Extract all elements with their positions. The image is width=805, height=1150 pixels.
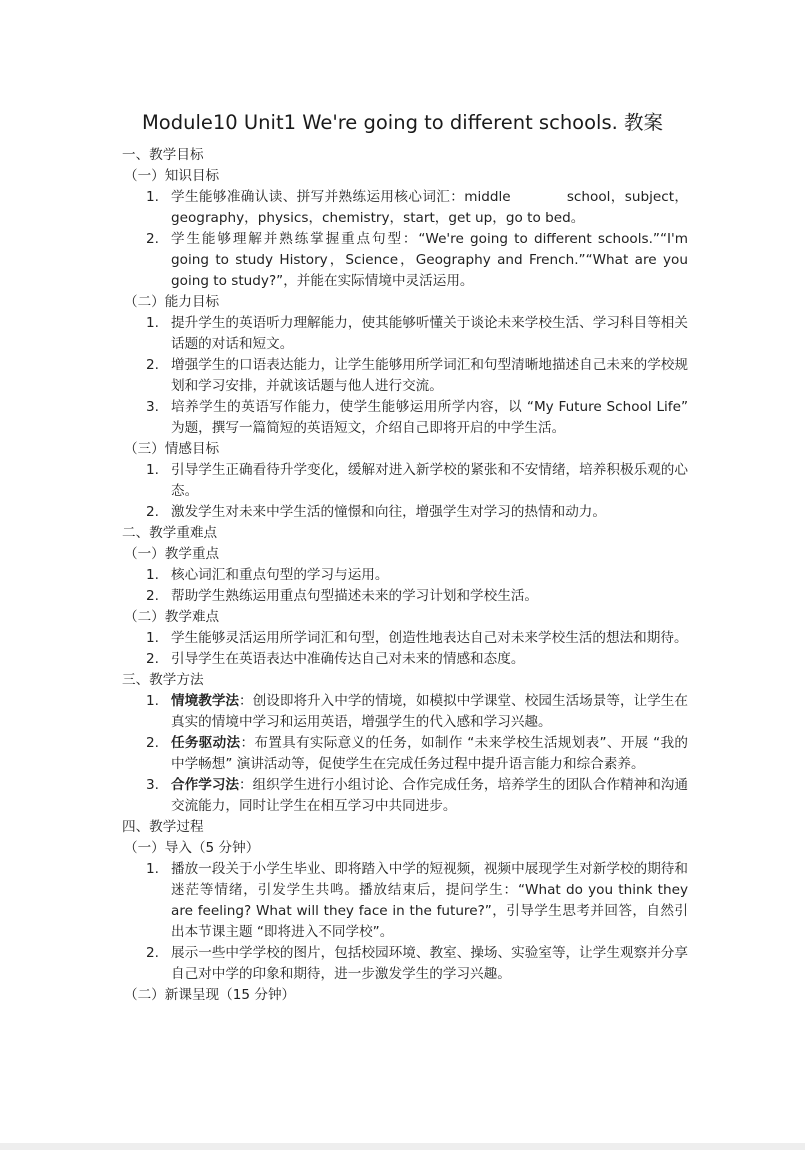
list-number: 3. (146, 399, 159, 415)
list-item-text: 学生能够理解并熟练掌握重点句型：“We're going to different schools.”“I'm going to study History，Science，Geography and French.”“What are you going to study?”，并能在实际情境中灵活运用。 (171, 231, 688, 289)
list-item-text: 展示一些中学学校的图片，包括校园环境、教室、操场、实验室等，让学生观察并分享自己对中学的印象和期待，进一步激发学生的学习兴趣。 (171, 945, 688, 982)
section-heading-key-points: 二、教学重难点 (122, 525, 218, 541)
list-number: 2. (146, 651, 159, 667)
list-item-text: 增强学生的口语表达能力，让学生能够用所学词汇和句型清晰地描述自己未来的学校规划和学习安排，并就该话题与他人进行交流。 (171, 357, 688, 394)
list-number: 2. (146, 588, 159, 604)
list-item-text: ：创设即将升入中学的情境，如模拟中学课堂、校园生活场景等，让学生在真实的情境中学习和运用英语，增强学生的代入感和学习兴趣。 (171, 693, 689, 730)
list-item (118, 649, 688, 670)
document-title: Module10 Unit1 We're going to different schools. 教案 (141, 111, 664, 134)
list-item (118, 859, 688, 943)
list-number: 1. (146, 189, 159, 205)
list-number: 2. (146, 945, 159, 961)
list-item (118, 229, 688, 292)
list-item-text: 播放一段关于小学生毕业、即将踏入中学的短视频，视频中展现学生对新学校的期待和迷茫等情绪，引发学生共鸣。播放结束后，提问学生：“What do you think they are feeling? What will they face in the future?”，引导学生思考并回答，自然引出本节课主题 “即将进入不同学校”。 (171, 861, 688, 940)
list-item (118, 565, 688, 586)
subheading-emotional-goals: （三）情感目标 (124, 441, 220, 457)
list-item (118, 733, 688, 775)
list-item (118, 628, 688, 649)
subheading-knowledge-goals: （一）知识目标 (124, 168, 220, 184)
list-item (118, 943, 688, 985)
list-item (118, 586, 688, 607)
list-item (118, 355, 688, 397)
list-item (118, 397, 688, 439)
list-item (118, 187, 688, 229)
list-item-text: 提升学生的英语听力理解能力，使其能够听懂关于谈论未来学校生活、学习科目等相关话题的对话和短文。 (171, 315, 688, 352)
list-item-text: 引导学生在英语表达中准确传达自己对未来的情感和态度。 (171, 651, 525, 667)
method-keyword: 合作学习法 (171, 777, 240, 793)
list-item-text: ：布置具有实际意义的任务，如制作 “未来学校生活规划表”、开展 “我的中学畅想” 演讲活动等，促使学生在完成任务过程中提升语言能力和综合素养。 (171, 735, 688, 772)
subheading-lead-in: （一）导入（5 分钟） (124, 840, 260, 856)
page-bottom-band (0, 1143, 805, 1150)
list-item-text: ：组织学生进行小组讨论、合作完成任务，培养学生的团队合作精神和沟通交流能力，同时让学生在相互学习中共同进步。 (171, 777, 689, 814)
list-item-text: 培养学生的英语写作能力，使学生能够运用所学内容，以 “My Future School Life” 为题，撰写一篇简短的英语短文，介绍自己即将开启的中学生活。 (171, 399, 688, 436)
list-number: 2. (146, 504, 159, 520)
list-item-text: 学生能够灵活运用所学词汇和句型，创造性地表达自己对未来学校生活的想法和期待。 (171, 630, 688, 646)
list-item (118, 460, 688, 502)
list-item (118, 691, 688, 733)
section-heading-methods: 三、教学方法 (122, 672, 204, 688)
list-number: 1. (146, 630, 159, 646)
list-number: 2. (146, 231, 159, 247)
method-keyword: 情境教学法 (171, 693, 240, 709)
method-keyword: 任务驱动法 (171, 735, 241, 751)
list-item-text: 核心词汇和重点句型的学习与运用。 (171, 567, 389, 583)
list-number: 1. (146, 315, 159, 331)
list-number: 1. (146, 693, 159, 709)
list-item-text: 帮助学生熟练运用重点句型描述未来的学习计划和学校生活。 (171, 588, 539, 604)
list-number: 3. (146, 777, 159, 793)
list-item-text: 学生能够准确认读、拼写并熟练运用核心词汇：middle school，subject，geography，physics，chemistry，start，get up，go to bed。 (171, 189, 688, 226)
subheading-presentation: （二）新课呈现（15 分钟） (124, 987, 296, 1003)
section-heading-process: 四、教学过程 (122, 819, 204, 835)
section-heading-objectives: 一、教学目标 (122, 147, 204, 163)
list-item-text: 激发学生对未来中学生活的憧憬和向往，增强学生对学习的热情和动力。 (171, 504, 606, 520)
list-item (118, 313, 688, 355)
list-number: 1. (146, 567, 159, 583)
subheading-ability-goals: （二）能力目标 (124, 294, 220, 310)
subheading-difficulties: （二）教学难点 (124, 609, 220, 625)
document-body (118, 145, 688, 1006)
list-number: 1. (146, 861, 159, 877)
list-number: 2. (146, 357, 159, 373)
list-number: 2. (146, 735, 159, 751)
list-number: 1. (146, 462, 159, 478)
list-item-text: 引导学生正确看待升学变化，缓解对进入新学校的紧张和不安情绪，培养积极乐观的心态。 (171, 462, 688, 499)
subheading-focus: （一）教学重点 (124, 546, 220, 562)
list-item (118, 775, 688, 817)
list-item (118, 502, 688, 523)
